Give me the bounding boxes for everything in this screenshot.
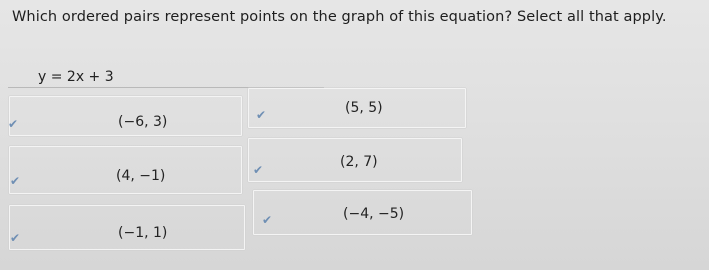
option-label: (−1, 1): [118, 225, 168, 241]
checkmark-icon: ✔: [10, 231, 21, 245]
option-label: (2, 7): [340, 154, 378, 170]
option-label: (5, 5): [345, 100, 383, 116]
checkmark-icon: ✔: [262, 213, 273, 227]
checkmark-icon: ✔: [256, 108, 267, 122]
checkmark-icon: ✔: [8, 117, 19, 131]
option-label: (4, −1): [116, 168, 166, 184]
question-text: Which ordered pairs represent points on the graph of this equation? Select all that apply.: [12, 9, 667, 25]
checkmark-icon: ✔: [10, 174, 21, 188]
checkmark-icon: ✔: [253, 163, 264, 177]
option-label: (−6, 3): [118, 114, 168, 130]
option-label: (−4, −5): [343, 206, 405, 222]
equation-label: y = 2x + 3: [38, 69, 114, 85]
